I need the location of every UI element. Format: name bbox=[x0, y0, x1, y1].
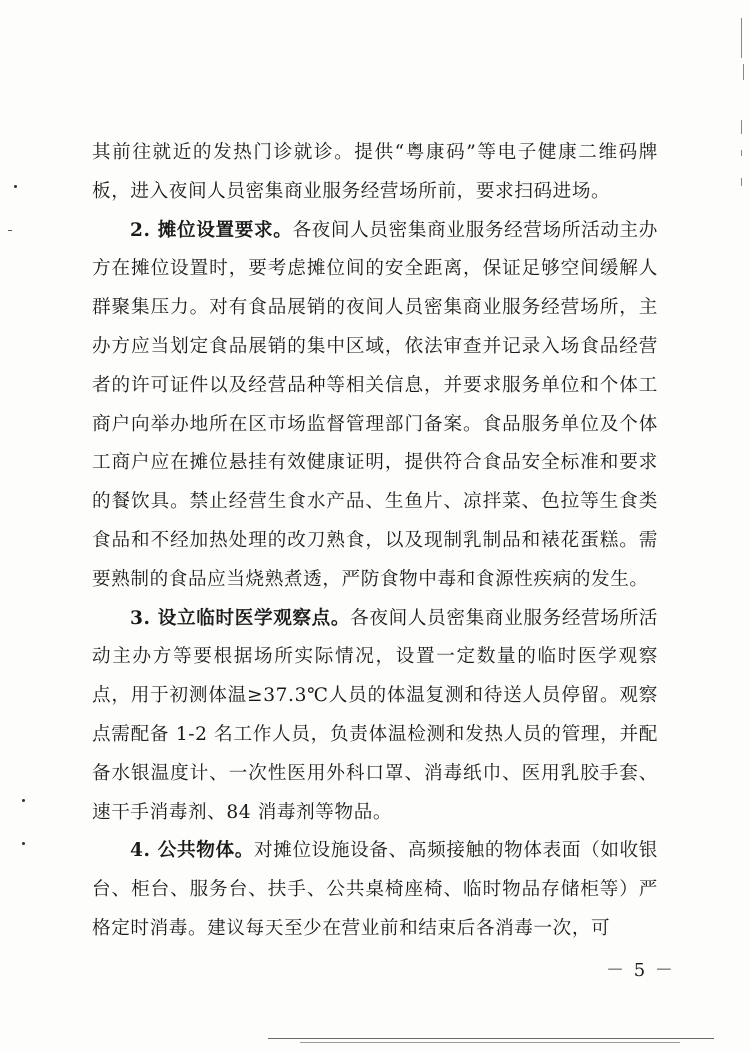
page-number: － 5 － bbox=[606, 960, 675, 981]
bottom-scan-line-faint bbox=[300, 1042, 680, 1043]
scan-speck bbox=[22, 842, 25, 845]
edge-scan-mark bbox=[743, 64, 744, 80]
edge-scan-mark bbox=[741, 150, 742, 156]
paragraph-booth-setup bbox=[92, 212, 658, 600]
bottom-scan-line bbox=[268, 1038, 714, 1039]
scan-speck bbox=[22, 799, 25, 802]
section-heading: 4. 公共物体。 bbox=[130, 840, 254, 862]
paragraph-public-objects bbox=[92, 832, 658, 948]
edge-scan-mark bbox=[741, 18, 742, 58]
section-heading: 3. 设立临时医学观察点。 bbox=[130, 607, 351, 629]
paragraph-text: 其前往就近的发热门诊就诊。提供“粤康码”等电子健康二维码牌板，进入夜间人员密集商业服务经营场所前，要求扫码进场。 bbox=[92, 142, 658, 202]
paragraph-text: 各夜间人员密集商业服务经营场所活动主办方在摊位设置时，要考虑摊位间的安全距离，保证足够空间缓解人群聚集压力。对有食品展销的夜间人员密集商业服务经营场所，主办方应当划定食品展销的集中区域，依法审查并记录入场食品经营者的许可证件以及经营品种等相关信息，并要求服务单位和个体工商户向举办地所在区市场监督管理部门备案。食品服务单位及个体工商户应在摊位悬挂有效健康证明，提供符合食品安全标准和要求的餐饮具。禁止经营生食水产品、生鱼片、凉拌菜、色拉等生食类食品和不经加热处理的改刀熟食，以及现制乳制品和裱花蛋糕。需要熟制的食品应当烧熟煮透，严防食物中毒和食源性疾病的发生。 bbox=[92, 219, 658, 590]
paragraph-text: 各夜间人员密集商业服务经营场所活动主办方等要根据场所实际情况，设置一定数量的临时医学观察点，用于初测体温≥37.3℃人员的体温复测和待送人员停留。观察点需配备 1-2 名工作人员，负责体温检测和发热人员的管理，并配备水银温度计、一次性医用外科口罩、消毒纸巾、医用乳胶手套、速干手消毒剂、84 消毒剂等物品。 bbox=[92, 607, 659, 823]
scan-speck bbox=[14, 185, 17, 188]
paragraph-text: 对摊位设施设备、高频接触的物体表面（如收银台、柜台、服务台、扶手、公共桌椅座椅、临时物品存储柜等）严格定时消毒。建议每天至少在营业前和结束后各消毒一次，可 bbox=[92, 840, 658, 939]
paragraph-medical-observation bbox=[92, 600, 658, 833]
edge-scan-mark bbox=[741, 120, 742, 134]
paragraph-continuation bbox=[92, 134, 658, 212]
edge-scan-mark bbox=[741, 178, 742, 186]
section-heading: 2. 摊位设置要求。 bbox=[130, 219, 293, 241]
scan-speck bbox=[8, 230, 12, 231]
body-text bbox=[92, 134, 658, 949]
